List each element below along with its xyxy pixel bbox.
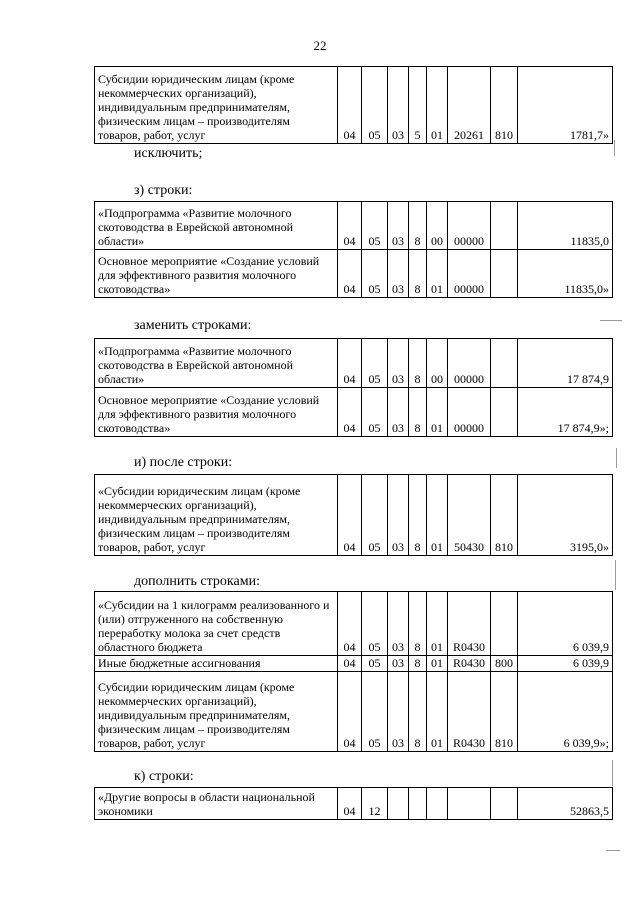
code-direction bbox=[448, 788, 491, 820]
table-row bbox=[95, 656, 613, 672]
budget-table-1 bbox=[94, 66, 613, 144]
code-activity: 01 bbox=[427, 475, 448, 556]
code-section: 04 bbox=[338, 672, 362, 752]
code-activity: 00 bbox=[427, 339, 448, 388]
code-direction: 00000 bbox=[448, 250, 491, 298]
code-activity: 01 bbox=[427, 67, 448, 144]
code-subsection: 05 bbox=[362, 250, 388, 298]
row-name: «Подпрограмма «Развитие молочного скотоводства в Еврейской автономной области» bbox=[95, 339, 338, 388]
code-activity: 01 bbox=[427, 656, 448, 672]
code-program: 03 bbox=[388, 202, 409, 250]
code-direction: 00000 bbox=[448, 388, 491, 437]
section-heading: заменить строками: bbox=[134, 318, 252, 333]
budget-table-6 bbox=[94, 787, 613, 820]
row-name: «Подпрограмма «Развитие молочного скотоводства в Еврейской автономной области» bbox=[95, 202, 338, 250]
code-program: 03 bbox=[388, 339, 409, 388]
code-activity: 01 bbox=[427, 672, 448, 752]
row-amount: 17 874,9»; bbox=[518, 388, 613, 437]
code-activity bbox=[427, 788, 448, 820]
code-subsection: 05 bbox=[362, 475, 388, 556]
section-heading: дополнить строками: bbox=[134, 574, 260, 589]
code-program: 03 bbox=[388, 656, 409, 672]
code-subsection: 05 bbox=[362, 672, 388, 752]
code-expense-type bbox=[491, 202, 518, 250]
code-subprogram bbox=[409, 788, 427, 820]
scan-mark bbox=[614, 140, 615, 156]
budget-table-3 bbox=[94, 338, 613, 437]
code-direction: R0430 bbox=[448, 656, 491, 672]
code-subprogram: 8 bbox=[409, 339, 427, 388]
code-subprogram: 8 bbox=[409, 656, 427, 672]
code-section: 04 bbox=[338, 475, 362, 556]
page-number: 22 bbox=[313, 38, 327, 53]
row-name: Субсидии юридическим лицам (кроме некоммерческих организаций), индивидуальным предпринимателям, физическим лицам – производителям товаров, работ, услуг bbox=[95, 672, 338, 752]
table-row bbox=[95, 788, 613, 820]
row-name: «Субсидии юридическим лицам (кроме некоммерческих организаций), индивидуальным предпринимателям, физическим лицам – производителям товаров, работ, услуг bbox=[95, 475, 338, 556]
scan-mark bbox=[612, 760, 613, 786]
code-section: 04 bbox=[338, 250, 362, 298]
row-name: Иные бюджетные ассигнования bbox=[95, 656, 338, 672]
row-name: «Субсидии на 1 килограмм реализованного и (или) отгруженного на собственную переработку молока за счет средств областного бюджета bbox=[95, 592, 338, 656]
code-direction: R0430 bbox=[448, 672, 491, 752]
code-subsection: 05 bbox=[362, 656, 388, 672]
instruction-text: исключить; bbox=[134, 146, 203, 161]
scan-mark bbox=[606, 850, 620, 851]
row-amount: 6 039,9»; bbox=[518, 672, 613, 752]
table-row bbox=[95, 388, 613, 437]
table-row bbox=[95, 202, 613, 250]
budget-table-5 bbox=[94, 591, 613, 752]
code-expense-type: 810 bbox=[491, 475, 518, 556]
row-amount: 3195,0» bbox=[518, 475, 613, 556]
scan-mark bbox=[600, 320, 622, 321]
code-expense-type bbox=[491, 788, 518, 820]
code-program: 03 bbox=[388, 672, 409, 752]
row-amount: 1781,7» bbox=[518, 67, 613, 144]
code-activity: 00 bbox=[427, 202, 448, 250]
code-subprogram: 8 bbox=[409, 388, 427, 437]
section-heading: и) после строки: bbox=[134, 455, 233, 470]
code-direction: 50430 bbox=[448, 475, 491, 556]
code-subprogram: 8 bbox=[409, 202, 427, 250]
code-section: 04 bbox=[338, 202, 362, 250]
code-section: 04 bbox=[338, 339, 362, 388]
row-amount: 6 039,9 bbox=[518, 656, 613, 672]
section-heading: к) строки: bbox=[134, 769, 194, 784]
code-program: 03 bbox=[388, 250, 409, 298]
row-name: Субсидии юридическим лицам (кроме некоммерческих организаций), индивидуальным предпринимателям, физическим лицам – производителям товаров, работ, услуг bbox=[95, 67, 338, 144]
code-expense-type: 810 bbox=[491, 67, 518, 144]
budget-table-4 bbox=[94, 474, 613, 556]
code-section: 04 bbox=[338, 788, 362, 820]
section-heading: з) строки: bbox=[134, 183, 193, 198]
row-amount: 17 874,9 bbox=[518, 339, 613, 388]
table-row bbox=[95, 250, 613, 298]
row-name: Основное мероприятие «Создание условий для эффективного развития молочного скотоводства» bbox=[95, 388, 338, 437]
code-subprogram: 8 bbox=[409, 250, 427, 298]
code-direction: 20261 bbox=[448, 67, 491, 144]
code-expense-type: 800 bbox=[491, 656, 518, 672]
code-activity: 01 bbox=[427, 250, 448, 298]
code-program: 03 bbox=[388, 475, 409, 556]
code-activity: 01 bbox=[427, 388, 448, 437]
code-program: 03 bbox=[388, 592, 409, 656]
code-subsection: 05 bbox=[362, 388, 388, 437]
code-activity: 01 bbox=[427, 592, 448, 656]
budget-table-2 bbox=[94, 201, 613, 298]
code-direction: R0430 bbox=[448, 592, 491, 656]
row-amount: 6 039,9 bbox=[518, 592, 613, 656]
row-amount: 11835,0» bbox=[518, 250, 613, 298]
code-subsection: 05 bbox=[362, 67, 388, 144]
code-section: 04 bbox=[338, 656, 362, 672]
table-row bbox=[95, 672, 613, 752]
code-subsection: 05 bbox=[362, 202, 388, 250]
code-subsection: 05 bbox=[362, 592, 388, 656]
code-expense-type bbox=[491, 250, 518, 298]
code-direction: 00000 bbox=[448, 339, 491, 388]
code-subprogram: 8 bbox=[409, 475, 427, 556]
code-expense-type bbox=[491, 592, 518, 656]
scan-mark bbox=[615, 560, 616, 590]
code-expense-type: 810 bbox=[491, 672, 518, 752]
row-amount: 52863,5 bbox=[518, 788, 613, 820]
code-subsection: 12 bbox=[362, 788, 388, 820]
table-row bbox=[95, 67, 613, 144]
code-subsection: 05 bbox=[362, 339, 388, 388]
code-program: 03 bbox=[388, 67, 409, 144]
code-subprogram: 8 bbox=[409, 592, 427, 656]
code-subprogram: 8 bbox=[409, 672, 427, 752]
code-section: 04 bbox=[338, 592, 362, 656]
row-name: Основное мероприятие «Создание условий для эффективного развития молочного скотоводства» bbox=[95, 250, 338, 298]
code-program bbox=[388, 788, 409, 820]
scan-mark bbox=[616, 448, 617, 468]
code-expense-type bbox=[491, 339, 518, 388]
code-expense-type bbox=[491, 388, 518, 437]
table-row bbox=[95, 592, 613, 656]
table-row bbox=[95, 339, 613, 388]
row-name: «Другие вопросы в области национальной экономики bbox=[95, 788, 338, 820]
code-direction: 00000 bbox=[448, 202, 491, 250]
code-subprogram: 5 bbox=[409, 67, 427, 144]
code-section: 04 bbox=[338, 67, 362, 144]
code-program: 03 bbox=[388, 388, 409, 437]
row-amount: 11835,0 bbox=[518, 202, 613, 250]
table-row bbox=[95, 475, 613, 556]
code-section: 04 bbox=[338, 388, 362, 437]
